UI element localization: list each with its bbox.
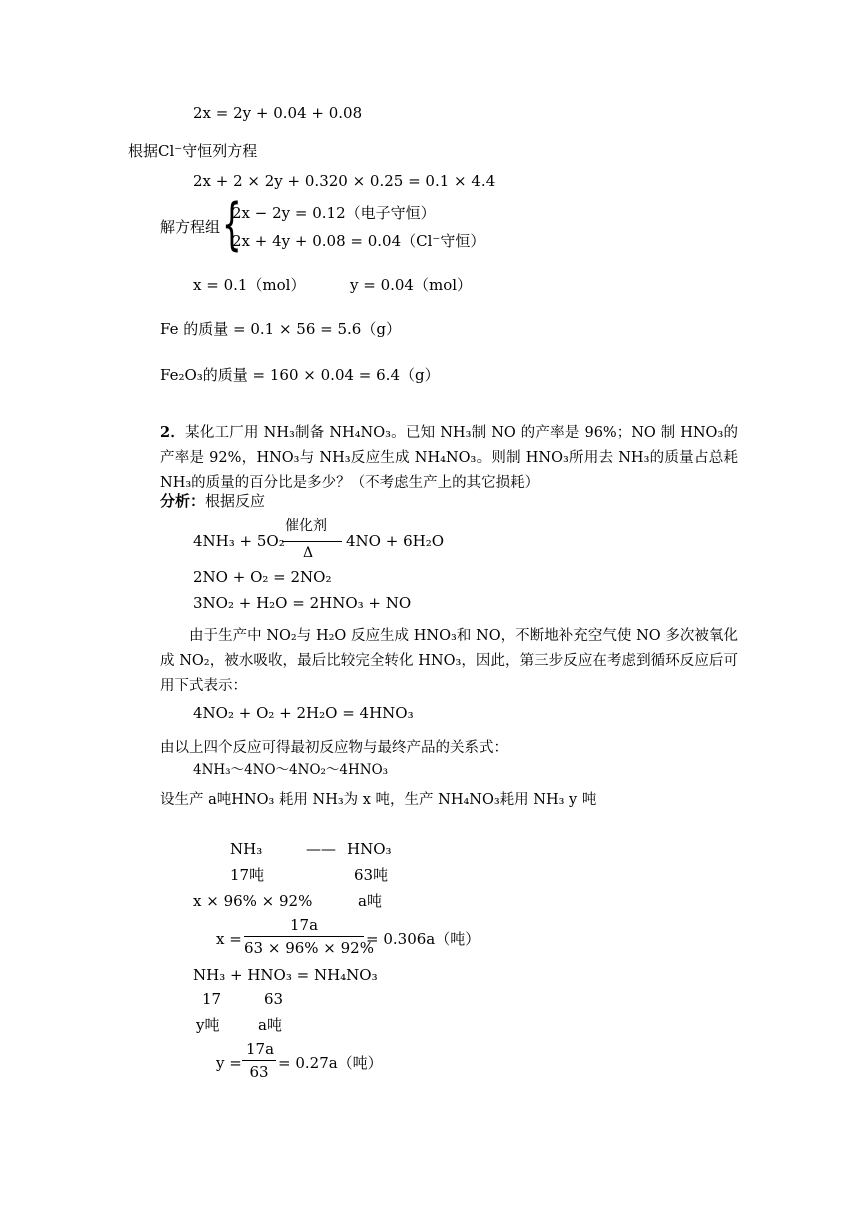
eq-electron: 2x = 2y + 0.04 + 0.08 [193,104,363,122]
system-eq1: 2x − 2y = 0.12（电子守恒） [232,204,436,222]
eq-cl: 2x + 2 × 2y + 0.320 × 0.25 = 0.1 × 4.4 [193,172,496,190]
problem-text: 某化工厂用 NH₃制备 NH₄NO₃。已知 NH₃制 NO 的产率是 96%；NO 制 HNO₃的产率是 92%，HNO₃与 NH₃反应生成 NH₄NO₃。则制 HNO₃所用去 NH₃的质量占总耗 NH₃的质量的百分比是多少？（不考虑生产上的其它损耗） [160,425,738,491]
reaction1-right: 4NO + 6H₂O [346,532,445,550]
reaction5: NH₃ + HNO₃ = NH₄NO₃ [193,966,378,984]
relation-intro: 由以上四个反应可得最初反应物与最终产品的关系式： [160,740,508,756]
x-label: x = [216,930,242,948]
y-numerator: 17a [246,1040,275,1058]
y-denominator: 63 [249,1063,269,1081]
table1-right-mass: 63吨 [354,866,389,884]
x-numerator: 17a [289,916,319,934]
analysis-text: 根据反应 [205,492,266,510]
y-fraction [242,1040,276,1081]
analysis-label: 分析： [160,492,206,510]
x-denominator: 63 × 96% × 92% [244,939,374,957]
system-eq2: 2x + 4y + 0.08 = 0.04（Cl⁻守恒） [232,232,486,250]
table2-right-mass: 63 [264,990,284,1008]
y-label: y = [216,1054,242,1072]
fe2o3-mass: Fe₂O₃的质量 = 160 × 0.04 = 6.4（g） [160,366,440,384]
table1-left-header: NH₃ [230,840,263,858]
system-brace: { [222,192,242,257]
reaction1-left: 4NH₃ + 5O₂ [193,532,285,550]
problem-2-statement [160,420,738,496]
table1-right-header: HNO₃ [347,840,392,858]
table2-left-value: y吨 [196,1016,220,1034]
reaction3: 3NO₂ + H₂O = 2HNO₃ + NO [193,594,412,612]
table1-left-mass: 17吨 [230,866,265,884]
reaction1-heat: Δ [303,545,314,561]
table1-left-value: x × 96% × 92% [193,892,313,910]
reaction2: 2NO + O₂ = 2NO₂ [193,568,332,586]
x-final: = 0.306a（吨） [366,930,481,948]
relation: 4NH₃～4NO～4NO₂～4HNO₃ [193,762,389,778]
table1-dash: —— [306,840,336,858]
x-fraction [244,916,374,957]
explanation: 由于生产中 NO₂与 H₂O 反应生成 HNO₃和 NO，不断地补充空气使 NO 多次被氧化成 NO₂，被水吸收，最后比较完全转化 HNO₃，因此，第三步反应在考虑到循环反应后可用下式表示： [160,628,738,694]
cl-heading: 根据Cl⁻守恒列方程 [128,142,258,160]
assumption: 设生产 a吨HNO₃ 耗用 NH₃为 x 吨，生产 NH₄NO₃耗用 NH₃ y 吨 [160,792,597,808]
fe-mass: Fe 的质量 = 0.1 × 56 = 5.6（g） [160,320,401,338]
table1-right-value: a吨 [358,892,382,910]
x-result: x = 0.1（mol） [193,276,306,294]
table2-left-mass: 17 [202,990,222,1008]
analysis-line [160,492,265,510]
problem-number: 2． [160,424,186,441]
reaction1-arrow [282,541,342,542]
reaction4: 4NO₂ + O₂ + 2H₂O = 4HNO₃ [193,704,414,722]
y-result: y = 0.04（mol） [350,276,473,294]
table2-right-value: a吨 [258,1016,282,1034]
system-label: 解方程组 [160,218,221,236]
reaction1-catalyst: 催化剂 [285,518,327,534]
y-final: = 0.27a（吨） [278,1054,383,1072]
